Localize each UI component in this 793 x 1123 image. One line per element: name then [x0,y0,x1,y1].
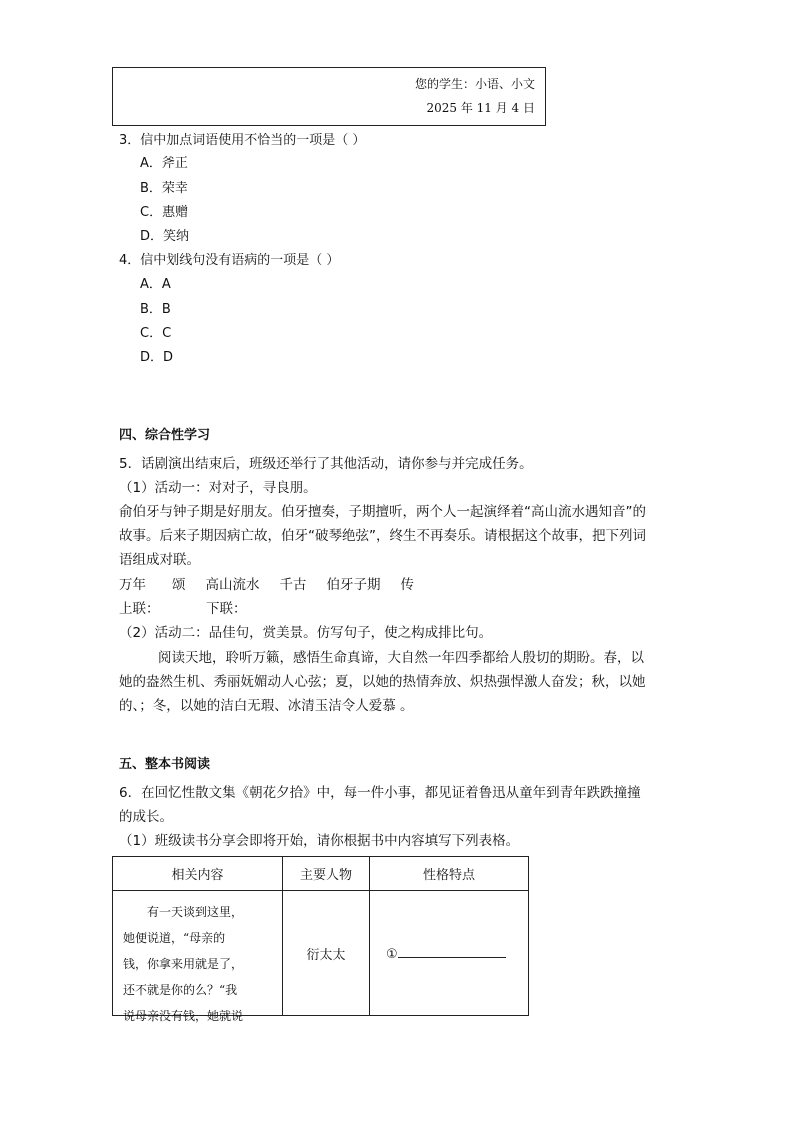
word-item: 伯牙子期 [326,577,381,593]
q3-stem: 3．信中加点词语使用不恰当的一项是（ ） [119,133,366,148]
q6-line-2: 的成长。 [119,809,173,825]
section5-heading: 五、整本书阅读 [119,757,211,772]
word-item: 颂 [172,577,186,593]
content-line: 有一天谈到这里， [123,905,244,919]
q3-option-a[interactable]: A．斧正 [140,156,188,171]
q5-sub2-line-3: 的、；冬，以她的洁白无瑕、冰清玉洁令人爱慕 。 [119,698,414,714]
table-cell-traits[interactable] [370,891,529,1016]
q4-option-b[interactable]: B．B [140,302,171,317]
reading-table [112,856,529,1023]
q6-line-1: 6．在回忆性散文集《朝花夕拾》中，每一件小事，都见证着鲁迅从童年到青年跌跌撞撞 [119,785,641,801]
q3-option-d[interactable]: D．笑纳 [140,229,190,244]
table-cell-person: 衍太太 [283,891,370,1016]
q5-sub1-line-2: 故事。后来子期因病亡故，伯牙“破琴绝弦”，终生不再奏乐。请根据这个故事，把下列词 [119,528,646,544]
blank-marker: ① [386,946,398,962]
letter-signature: 您的学生：小语、小文 [414,77,535,91]
letter-date: 2025 年 11 月 4 日 [426,101,535,115]
q5-sub1-title: （1）活动一：对对子，寻良朋。 [119,480,317,496]
content-line: 说母亲没有钱，她就说 [123,1009,244,1023]
content-line: 钱，你拿来用就是了， [123,957,244,971]
content-line: 还不就是你的么？“我 [123,983,238,997]
q4-option-c[interactable]: C．C [140,326,172,341]
q5-sub2-title: （2）活动二：品佳句，赏美景。仿写句子，使之构成排比句。 [119,625,493,641]
word-item: 传 [400,577,414,593]
word-item: 千古 [279,577,307,593]
q4-option-a[interactable]: A．A [140,277,171,292]
q4-stem: 4．信中划线句没有语病的一项是（ ） [119,253,340,268]
q3-option-c[interactable]: C．惠赠 [140,205,189,220]
answer-blank[interactable] [398,945,506,958]
couplet-upper-label: 上联： [119,601,160,617]
table-header-traits: 性格特点 [370,857,529,891]
table-cell-content [113,891,283,1023]
table-header-content: 相关内容 [113,857,283,891]
q5-sub1-line-1: 俞伯牙与钟子期是好朋友。伯牙擅奏，子期擅听，两个人一起演绎着“高山流水遇知音”的 [119,504,646,520]
word-item: 高山流水 [205,577,260,593]
couplet-lower-label: 下联： [206,601,247,617]
table-header-person: 主要人物 [283,857,370,891]
table-row [113,891,529,1016]
content-line: 她便说道，“母亲的 [123,931,226,945]
table-header-row [113,857,529,891]
word-item: 万年 [119,577,146,593]
word-bank [119,573,414,597]
section4-heading: 四、综合性学习 [119,428,211,443]
q6-sub1-title: （1）班级读书分享会即将开始，请你根据书中内容填写下列表格。 [119,833,520,849]
q5-stem: 5．话剧演出结束后，班级还举行了其他活动，请你参与并完成任务。 [119,456,533,472]
q5-sub2-line-2: 她的盎然生机、秀丽妩媚动人心弦；夏，以她的热情奔放、炽热强悍激人奋发；秋，以她 [119,674,646,690]
q3-option-b[interactable]: B．荣幸 [140,181,188,196]
q5-sub2-line-1: 阅读天地，聆听万籁，感悟生命真谛，大自然一年四季都给人殷切的期盼。春，以 [158,650,644,666]
letter-closing-box [112,67,546,126]
q5-sub1-line-3: 语组成对联。 [119,552,200,568]
q4-option-d[interactable]: D．D [140,350,174,365]
